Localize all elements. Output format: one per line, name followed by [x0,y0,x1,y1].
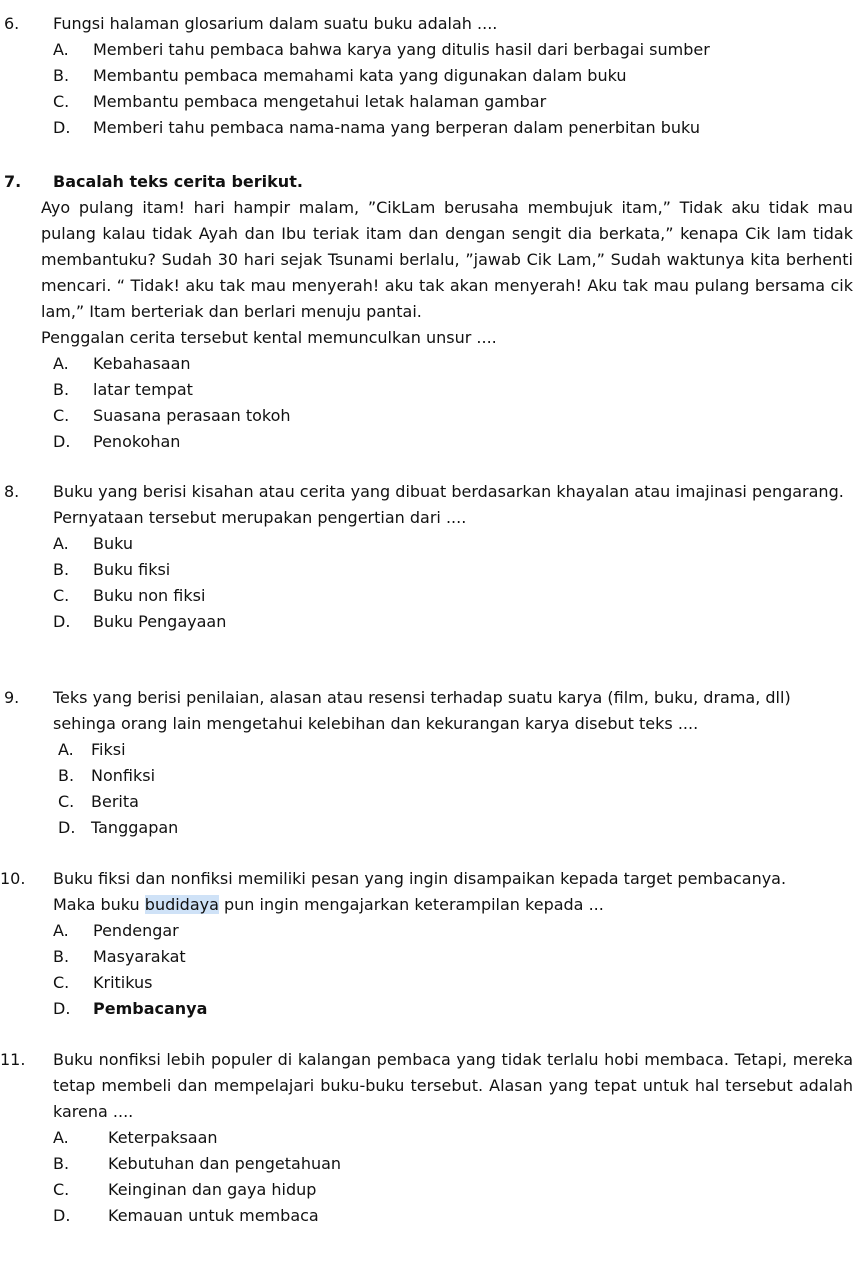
question-10 [0,866,853,1022]
question-text: Buku yang berisi kisahan atau cerita yang dibuat berdasarkan khayalan atau imajinasi pengarang. [53,482,844,501]
option-d[interactable]: D. Pembacanya [53,999,208,1018]
option-b[interactable]: B. Buku fiksi [53,560,171,579]
question-text: Buku fiksi dan nonfiksi memiliki pesan yang ingin disampaikan kepada target pembacanya. [53,869,787,888]
question-8 [0,479,853,635]
question-9 [0,685,853,841]
options-list [53,351,853,455]
question-6 [0,11,853,141]
option-a[interactable]: A. Keterpaksaan [53,1128,218,1147]
option-b[interactable]: B. Kebutuhan dan pengetahuan [53,1154,342,1173]
question-number: 7. [4,172,22,191]
options-list [53,918,853,1022]
question-11 [0,1047,853,1229]
option-b[interactable]: B. latar tempat [53,380,193,399]
question-text: Buku nonfiksi lebih populer di kalangan pembaca yang tidak terlalu hobi membaca. Tetapi, mereka tetap membeli dan mempelajari buku-buku tersebut. Alasan yang tepat untuk hal tersebut adalah karena .... [53,1050,853,1121]
highlighted-word[interactable]: budidaya [144,895,219,914]
options-list [53,531,853,635]
question-body [53,866,853,918]
story-passage-block [41,195,853,455]
option-c[interactable]: C. Buku non fiksi [53,586,206,605]
question-body [53,169,853,195]
question-number: 8. [4,482,20,501]
option-c[interactable]: C. Membantu pembaca mengetahui letak halaman gambar [53,92,547,111]
question-body [53,685,853,737]
option-d[interactable]: D. Buku Pengayaan [53,612,227,631]
option-b[interactable]: B. Masyarakat [53,947,186,966]
question-body [53,1047,853,1125]
option-d[interactable]: D. Memberi tahu pembaca nama-nama yang berperan dalam penerbitan buku [53,118,700,137]
options-list [58,737,853,841]
question-heading: Bacalah teks cerita berikut. [53,172,303,191]
option-a[interactable]: A. Buku [53,534,134,553]
question-body [53,479,853,531]
option-b[interactable]: B. Membantu pembaca memahami kata yang digunakan dalam buku [53,66,627,85]
question-number: 9. [4,688,20,707]
option-a[interactable]: A. Pendengar [53,921,179,940]
option-d[interactable]: D. Kemauan untuk membaca [53,1206,319,1225]
option-d[interactable]: D. Penokohan [53,432,181,451]
question-text-line2: Maka buku budidaya pun ingin mengajarkan keterampilan kepada ... [53,895,604,914]
question-number: 10. [0,869,26,888]
options-list [53,37,853,141]
question-text: Teks yang berisi penilaian, alasan atau resensi terhadap suatu karya (film, buku, drama, dll) sehinga orang lain mengetahui kelebihan dan kekurangan karya disebut teks .... [53,688,791,733]
question-stem: Penggalan cerita tersebut kental memunculkan unsur .... [41,328,497,347]
question-body [53,11,853,141]
option-c[interactable]: C. Suasana perasaan tokoh [53,406,291,425]
question-number: 6. [4,14,20,33]
question-7 [0,169,853,455]
option-d[interactable]: D. Tanggapan [58,818,179,837]
option-a[interactable]: A. Memberi tahu pembaca bahwa karya yang ditulis hasil dari berbagai sumber [53,40,710,59]
option-a[interactable]: A. Kebahasaan [53,354,191,373]
option-c[interactable]: C. Keinginan dan gaya hidup [53,1180,317,1199]
question-text: Fungsi halaman glosarium dalam suatu buku adalah .... [53,14,498,33]
question-stem: Pernyataan tersebut merupakan pengertian dari .... [53,508,467,527]
option-c[interactable]: C. Berita [58,792,139,811]
option-b[interactable]: B. Nonfiksi [58,766,156,785]
options-list [53,1125,853,1229]
option-a[interactable]: A. Fiksi [58,740,126,759]
story-passage: Ayo pulang itam! hari hampir malam, ”CikLam berusaha membujuk itam,” Tidak aku tidak mau pulang kalau tidak Ayah dan Ibu teriak itam dan dengan sengit dia berkata,” kenapa Cik lam tidak membantuku? Sudah 30 hari sejak Tsunami berlalu, ”jawab Cik Lam,” Sudah waktunya kita berhenti mencari. “ Tidak! aku tak mau menyerah! aku tak akan menyerah! Aku tak mau pulang bersama cik lam,” Itam berteriak dan berlari menuju pantai. [41,198,853,321]
question-number: 11. [0,1050,26,1069]
option-c[interactable]: C. Kritikus [53,973,153,992]
